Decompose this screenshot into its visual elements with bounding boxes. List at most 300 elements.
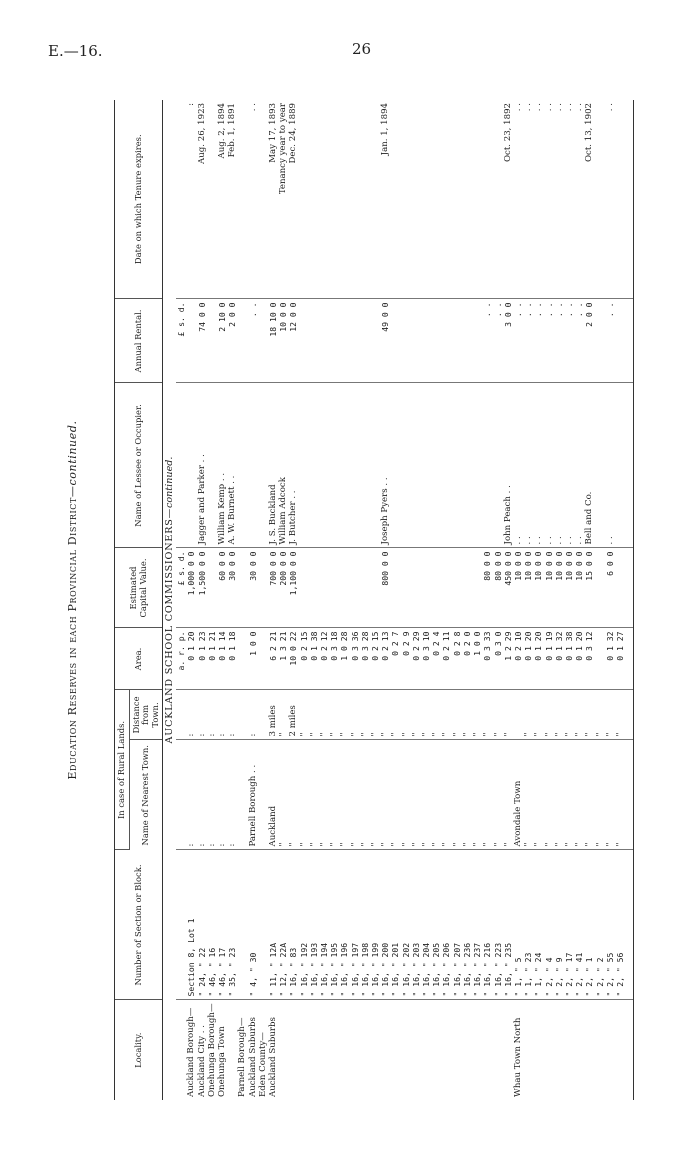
tenure-cell <box>472 100 482 299</box>
lessee-cell <box>258 383 268 548</box>
locality-cell <box>564 1000 574 1100</box>
distance-cell: : <box>207 690 217 740</box>
lessee-cell <box>401 383 411 548</box>
lessee-cell: J. Butcher . . <box>288 383 298 548</box>
table-row <box>503 100 513 1100</box>
nearest-town-cell: " <box>401 740 411 850</box>
nearest-town-cell: " <box>421 740 431 850</box>
section-cell <box>237 850 247 1000</box>
nearest-town-cell: " <box>380 740 390 850</box>
value-cell: 10 0 0 <box>554 548 564 628</box>
distance-cell: " <box>523 690 533 740</box>
table-row <box>319 100 329 1100</box>
distance-cell: " <box>595 690 605 740</box>
table-row <box>615 100 625 1100</box>
table-row <box>523 100 533 1100</box>
table-row <box>431 100 441 1100</box>
tenure-cell <box>401 100 411 299</box>
lessee-cell <box>319 383 329 548</box>
nearest-town-cell: " <box>554 740 564 850</box>
distance-cell <box>513 690 523 740</box>
value-cell <box>319 548 329 628</box>
area-cell: 0 3 0 <box>493 628 503 690</box>
nearest-town-cell <box>258 740 268 850</box>
section-cell: " 16, " 83 <box>288 850 298 1000</box>
rotated-table-area <box>66 100 674 1100</box>
lessee-cell <box>237 383 247 548</box>
section-cell: " 11, " 12A <box>268 850 278 1000</box>
section-cell: " 1, " 5 <box>513 850 523 1000</box>
section-cell: " 16, " 203 <box>411 850 421 1000</box>
section-cell: " 16, " 202 <box>401 850 411 1000</box>
rental-cell <box>237 299 247 383</box>
value-cell <box>472 548 482 628</box>
area-cell: 1 0 28 <box>339 628 349 690</box>
units-value: £ s. d. <box>176 548 186 628</box>
nearest-town-cell: " <box>452 740 462 850</box>
lessee-cell <box>350 383 360 548</box>
table-bottom-rule <box>625 100 634 1100</box>
rental-cell <box>595 299 605 383</box>
locality-cell: Eden County— <box>257 1032 268 1097</box>
table-row <box>401 100 411 1100</box>
distance-cell <box>258 690 268 740</box>
distance-cell: " <box>482 690 492 740</box>
value-cell: 30 0 0 <box>248 548 258 628</box>
tenure-cell <box>350 100 360 299</box>
table-row <box>288 100 298 1100</box>
area-cell: 0 1 20 <box>533 628 543 690</box>
title-text: Education Reserves in each Provincial District— <box>66 485 79 780</box>
value-cell: 80 0 0 <box>482 548 492 628</box>
section-label: AUCKLAND SCHOOL COMMISSIONERS— <box>164 508 175 744</box>
section-heading-row <box>163 100 177 1100</box>
tenure-cell: Dec. 24, 1889 <box>288 100 298 299</box>
locality-cell <box>441 1000 451 1100</box>
value-cell <box>390 548 400 628</box>
value-cell: 1,000 0 0 <box>186 548 196 628</box>
section-cell: " 16, " 236 <box>462 850 472 1000</box>
area-cell: 0 3 18 <box>329 628 339 690</box>
section-cell: " 2, " 55 <box>605 850 615 1000</box>
nearest-town-cell: " <box>615 740 625 850</box>
table-row <box>186 100 196 1100</box>
rental-cell <box>299 299 309 383</box>
area-cell: 0 2 15 <box>370 628 380 690</box>
value-cell: 10 0 0 <box>533 548 543 628</box>
table-row <box>237 100 247 1100</box>
distance-cell: " <box>493 690 503 740</box>
table-row <box>309 100 319 1100</box>
table-row <box>227 100 237 1100</box>
rental-cell: . . <box>544 299 554 383</box>
col-header-value: Estimated Capital Value. <box>115 548 163 628</box>
tenure-cell: Aug. 2, 1894 <box>217 100 227 299</box>
area-cell: 0 3 12 <box>584 628 594 690</box>
section-cell: " 2, " 4 <box>544 850 554 1000</box>
locality-cell <box>533 1000 543 1100</box>
section-cell: " 1, " 23 <box>523 850 533 1000</box>
tenure-cell <box>452 100 462 299</box>
value-cell: 800 0 0 <box>380 548 390 628</box>
distance-cell: " <box>278 690 288 740</box>
locality-cell <box>319 1000 329 1100</box>
nearest-town-cell: " <box>288 740 298 850</box>
rental-cell <box>441 299 451 383</box>
nearest-town-cell: " <box>339 740 349 850</box>
lessee-cell <box>360 383 370 548</box>
section-cell: Section 8, Lot 1 <box>186 850 196 1000</box>
nearest-town-cell: " <box>564 740 574 850</box>
tenure-cell: May 17, 1893 <box>268 100 278 299</box>
area-cell: 0 1 32 <box>605 628 615 690</box>
section-cell: " 46, " 16 <box>207 850 217 1000</box>
lessee-cell <box>441 383 451 548</box>
distance-cell: : <box>197 690 207 740</box>
tenure-cell: . . <box>544 100 554 299</box>
rental-cell <box>390 299 400 383</box>
area-cell: 0 1 21 <box>207 628 217 690</box>
table-row <box>462 100 472 1100</box>
distance-cell: " <box>350 690 360 740</box>
value-cell: 10 0 0 <box>544 548 554 628</box>
units-rental: £ s. d. <box>176 299 186 383</box>
lessee-cell: A. W. Burnett . . <box>227 383 237 548</box>
value-cell <box>329 548 339 628</box>
value-cell <box>350 548 360 628</box>
area-cell: 0 1 23 <box>197 628 207 690</box>
locality-cell <box>390 1000 400 1100</box>
rental-cell: . . <box>605 299 615 383</box>
table-row <box>339 100 349 1100</box>
nearest-town-cell: " <box>278 740 288 850</box>
tenure-cell <box>370 100 380 299</box>
nearest-town-cell: Auckland <box>268 740 278 850</box>
nearest-town-cell: " <box>584 740 594 850</box>
distance-cell: " <box>401 690 411 740</box>
section-cell <box>258 850 268 1000</box>
tenure-cell: : <box>186 100 196 299</box>
section-cell: " 2, " 41 <box>574 850 584 1000</box>
rental-cell <box>401 299 411 383</box>
rental-cell: . . <box>554 299 564 383</box>
table-row <box>380 100 390 1100</box>
lessee-cell <box>390 383 400 548</box>
lessee-cell: . . <box>564 383 574 548</box>
tenure-cell <box>258 100 268 299</box>
nearest-town-cell: " <box>472 740 482 850</box>
nearest-town-cell: Parnell Borough . . <box>248 740 258 850</box>
locality-cell <box>523 1000 533 1100</box>
locality-cell <box>421 1000 431 1100</box>
nearest-town-cell: : <box>186 740 196 850</box>
value-cell <box>339 548 349 628</box>
area-cell: 10 0 22 <box>288 628 298 690</box>
nearest-town-cell <box>237 740 247 850</box>
rental-cell: . . <box>493 299 503 383</box>
locality-cell <box>370 1000 380 1100</box>
area-cell: 0 3 33 <box>482 628 492 690</box>
lessee-cell: . . <box>554 383 564 548</box>
area-cell: 0 2 13 <box>380 628 390 690</box>
nearest-town-cell: " <box>390 740 400 850</box>
nearest-town-cell: " <box>350 740 360 850</box>
distance-cell: : <box>217 690 227 740</box>
section-cell: " 16, " 216 <box>482 850 492 1000</box>
value-cell <box>360 548 370 628</box>
nearest-town-cell: " <box>299 740 309 850</box>
col-header-section: Number of Section or Block. <box>115 850 163 1000</box>
title-continued: continued. <box>66 420 79 486</box>
table-row <box>493 100 503 1100</box>
area-cell: 0 1 20 <box>574 628 584 690</box>
area-cell: 0 1 27 <box>615 628 625 690</box>
rental-cell <box>319 299 329 383</box>
table-row <box>574 100 584 1100</box>
distance-cell: " <box>605 690 615 740</box>
area-cell: 0 3 36 <box>350 628 360 690</box>
tenure-cell <box>482 100 492 299</box>
table-row <box>258 100 268 1100</box>
page-title <box>68 100 78 1100</box>
value-cell <box>441 548 451 628</box>
section-heading <box>163 100 177 1100</box>
lessee-cell: . . <box>574 383 584 548</box>
table-row <box>390 100 400 1100</box>
area-cell: 0 3 10 <box>421 628 431 690</box>
tenure-cell <box>462 100 472 299</box>
tenure-cell <box>207 100 217 299</box>
nearest-town-cell: " <box>370 740 380 850</box>
locality-cell: Onehunga Borough— <box>206 1003 217 1097</box>
table-row <box>268 100 278 1100</box>
distance-cell: " <box>554 690 564 740</box>
locality-cell: Auckland Suburbs <box>268 1017 279 1097</box>
section-cell: " 2, " 2 <box>595 850 605 1000</box>
lessee-cell <box>493 383 503 548</box>
nearest-town-cell: : <box>197 740 207 850</box>
tenure-cell: Tenancy year to year <box>278 100 288 299</box>
value-cell: 10 0 0 <box>513 548 523 628</box>
area-cell: 0 1 20 <box>523 628 533 690</box>
tenure-cell: Jan. 1, 1894 <box>380 100 390 299</box>
rental-cell <box>370 299 380 383</box>
section-cell: " 4, " 30 <box>248 850 258 1000</box>
nearest-town-cell: " <box>360 740 370 850</box>
tenure-cell <box>493 100 503 299</box>
table-row <box>360 100 370 1100</box>
rental-cell: 2 0 0 <box>227 299 237 383</box>
section-cell: " 16, " 199 <box>370 850 380 1000</box>
section-cell: " 12, " 22A <box>278 850 288 1000</box>
tenure-cell <box>339 100 349 299</box>
section-cell: " 16, " 196 <box>339 850 349 1000</box>
area-cell: 0 1 18 <box>227 628 237 690</box>
rental-cell: 18 10 0 <box>268 299 278 383</box>
section-cell: " 16, " 207 <box>452 850 462 1000</box>
locality-cell: Auckland Borough— <box>186 1007 197 1097</box>
locality-cell: Auckland Suburbs <box>247 1017 258 1097</box>
nearest-town-cell: : <box>207 740 217 850</box>
section-cell: " 1, " 24 <box>533 850 543 1000</box>
value-cell: 1,500 0 0 <box>197 548 207 628</box>
table-row <box>207 100 217 1100</box>
area-cell: 0 2 0 <box>462 628 472 690</box>
distance-cell: " <box>411 690 421 740</box>
nearest-town-cell: " <box>431 740 441 850</box>
lessee-cell <box>370 383 380 548</box>
locality-cell <box>462 1000 472 1100</box>
lessee-cell <box>431 383 441 548</box>
tenure-cell <box>595 100 605 299</box>
tenure-cell: Feb. 1, 1891 <box>227 100 237 299</box>
rental-cell <box>421 299 431 383</box>
value-cell: 80 0 0 <box>493 548 503 628</box>
lessee-cell <box>339 383 349 548</box>
value-cell <box>370 548 380 628</box>
rental-cell: 10 0 0 <box>278 299 288 383</box>
locality-cell: Parnell Borough— <box>237 1017 248 1097</box>
tenure-cell: . . <box>248 100 258 299</box>
nearest-town-cell: : <box>217 740 227 850</box>
area-cell <box>237 628 247 690</box>
area-cell: 0 2 8 <box>452 628 462 690</box>
lessee-cell: Bell and Co. <box>584 383 594 548</box>
distance-cell: " <box>533 690 543 740</box>
value-cell <box>401 548 411 628</box>
value-cell <box>299 548 309 628</box>
locality-cell <box>584 1000 594 1100</box>
distance-cell: " <box>503 690 513 740</box>
distance-cell: " <box>309 690 319 740</box>
locality-cell <box>431 1000 441 1100</box>
tenure-cell: . . <box>523 100 533 299</box>
rental-cell: . . <box>533 299 543 383</box>
tenure-cell <box>615 100 625 299</box>
distance-cell: " <box>472 690 482 740</box>
table-row <box>350 100 360 1100</box>
locality-cell <box>329 1000 339 1100</box>
locality-cell <box>401 1000 411 1100</box>
area-cell: 0 2 29 <box>411 628 421 690</box>
table-row <box>370 100 380 1100</box>
col-header-rural: In case of Rural Lands. <box>115 690 130 850</box>
value-cell <box>421 548 431 628</box>
area-cell: 0 1 19 <box>544 628 554 690</box>
section-cell: " 16, " 223 <box>493 850 503 1000</box>
rental-cell <box>350 299 360 383</box>
locality-cell <box>493 1000 503 1100</box>
section-cell: " 16, " 192 <box>299 850 309 1000</box>
value-cell: 450 0 0 <box>503 548 513 628</box>
value-cell: 15 0 0 <box>584 548 594 628</box>
rental-cell <box>207 299 217 383</box>
section-cell: " 16, " 197 <box>350 850 360 1000</box>
area-cell: 0 1 32 <box>554 628 564 690</box>
rental-cell: 3 0 0 <box>503 299 513 383</box>
rental-cell <box>186 299 196 383</box>
distance-cell: " <box>615 690 625 740</box>
area-cell: 0 2 10 <box>513 628 523 690</box>
value-cell <box>309 548 319 628</box>
lessee-cell <box>248 383 258 548</box>
tenure-cell <box>431 100 441 299</box>
table-row <box>452 100 462 1100</box>
locality-cell <box>605 1000 615 1100</box>
lessee-cell <box>615 383 625 548</box>
locality-cell <box>380 1000 390 1100</box>
locality-cell <box>299 1000 309 1100</box>
reserves-table <box>114 100 634 1100</box>
rental-cell: . . <box>513 299 523 383</box>
locality-cell <box>350 1000 360 1100</box>
section-cell: " 24, " 22 <box>197 850 207 1000</box>
rental-cell <box>360 299 370 383</box>
table-row <box>217 100 227 1100</box>
value-cell <box>595 548 605 628</box>
section-cell: " 16, " 237 <box>472 850 482 1000</box>
section-cell: " 16, " 235 <box>503 850 513 1000</box>
page-reference: E.—16. <box>48 42 103 60</box>
lessee-cell <box>329 383 339 548</box>
value-cell: 10 0 0 <box>564 548 574 628</box>
tenure-cell <box>360 100 370 299</box>
table-row <box>584 100 594 1100</box>
area-cell: 1 0 0 <box>472 628 482 690</box>
lessee-cell: J. S. Buckland <box>268 383 278 548</box>
lessee-cell: . . <box>523 383 533 548</box>
lessee-cell <box>462 383 472 548</box>
value-cell <box>207 548 217 628</box>
table-row <box>411 100 421 1100</box>
lessee-cell: Jagger and Parker . . <box>197 383 207 548</box>
section-cell: " 16, " 206 <box>441 850 451 1000</box>
tenure-cell: Aug. 26, 1923 <box>197 100 207 299</box>
distance-cell: " <box>329 690 339 740</box>
section-cell: " 16, " 193 <box>309 850 319 1000</box>
distance-cell: 3 miles <box>268 690 278 740</box>
area-cell <box>595 628 605 690</box>
distance-cell: " <box>544 690 554 740</box>
section-cell: " 16, " 200 <box>380 850 390 1000</box>
value-cell <box>615 548 625 628</box>
distance-cell: " <box>564 690 574 740</box>
col-header-lessee: Name of Lessee or Occupier. <box>115 383 163 548</box>
locality-cell <box>309 1000 319 1100</box>
table-row <box>197 100 207 1100</box>
locality-cell <box>574 1000 584 1100</box>
area-cell: 0 3 28 <box>360 628 370 690</box>
distance-cell: " <box>299 690 309 740</box>
table-row <box>482 100 492 1100</box>
tenure-cell <box>299 100 309 299</box>
lessee-cell: William Adcock <box>278 383 288 548</box>
section-cell: " 16, " 195 <box>329 850 339 1000</box>
nearest-town-cell: " <box>503 740 513 850</box>
lessee-cell <box>595 383 605 548</box>
nearest-town-cell: " <box>605 740 615 850</box>
rental-cell <box>339 299 349 383</box>
lessee-cell <box>186 383 196 548</box>
lessee-cell <box>207 383 217 548</box>
rental-cell: 2 10 0 <box>217 299 227 383</box>
tenure-cell <box>319 100 329 299</box>
distance-cell: : <box>227 690 237 740</box>
distance-cell: : <box>186 690 196 740</box>
nearest-town-cell: " <box>544 740 554 850</box>
nearest-town-cell: " <box>595 740 605 850</box>
tenure-cell <box>390 100 400 299</box>
